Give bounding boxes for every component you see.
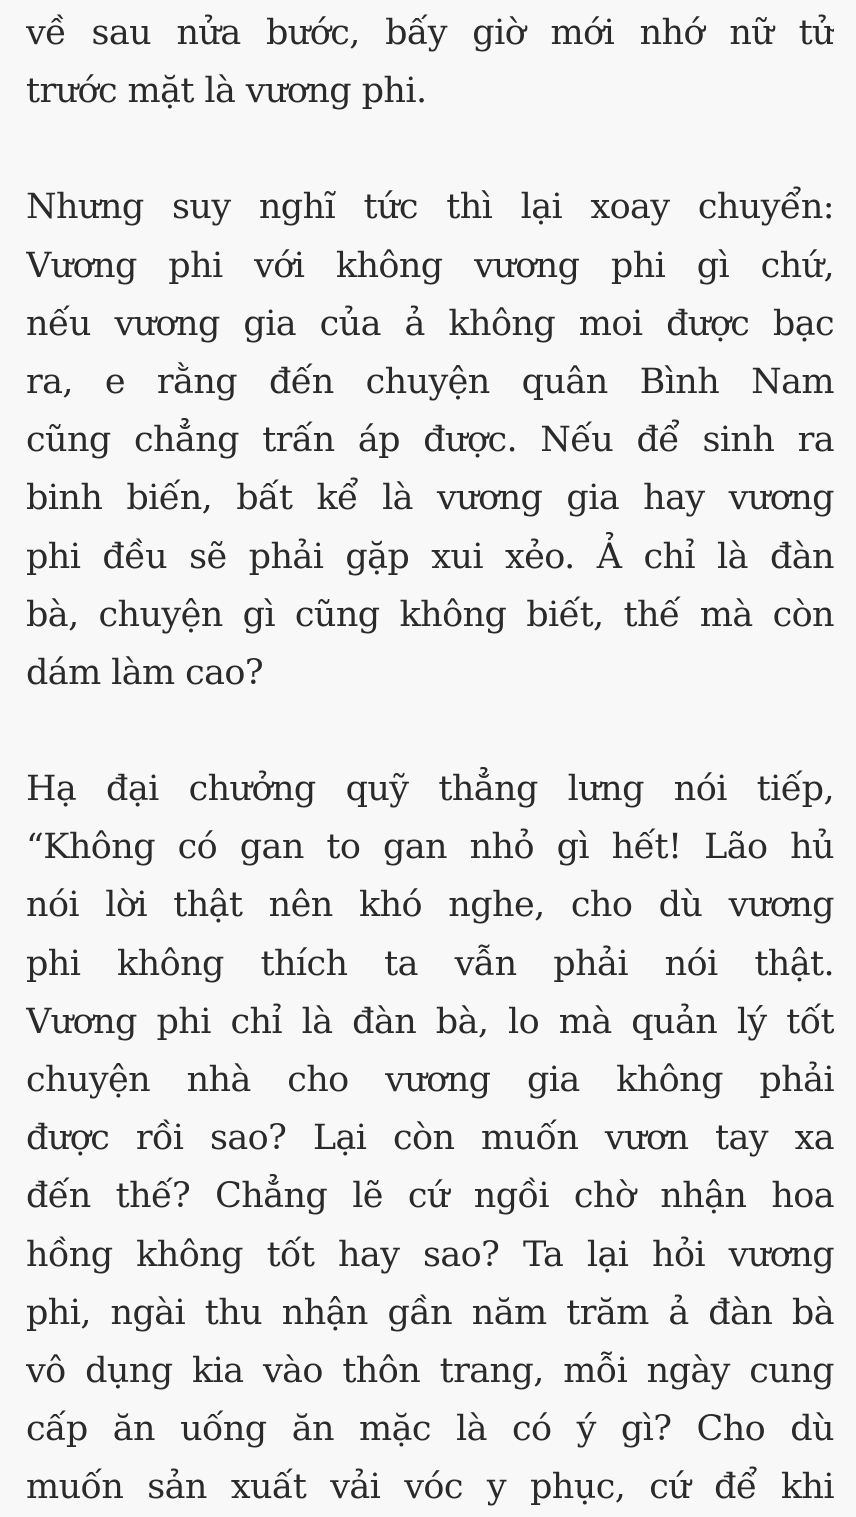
text-line: hồng không tốt hay sao? Ta lại hỏi vương bbox=[26, 1234, 834, 1275]
text-line: nếu vương gia của ả không moi được bạc bbox=[26, 303, 834, 344]
text-line: trước mặt là vương phi. bbox=[26, 71, 427, 112]
text-line: Vương phi chỉ là đàn bà, lo mà quản lý tốt bbox=[26, 1001, 834, 1042]
text-line: dám làm cao? bbox=[26, 652, 264, 693]
paragraph-1 bbox=[26, 4, 834, 120]
paragraph-2 bbox=[26, 178, 834, 702]
text-line: cũng chẳng trấn áp được. Nếu để sinh ra bbox=[26, 420, 834, 461]
text-line: phi đều sẽ phải gặp xui xẻo. Ả chỉ là đàn bbox=[26, 536, 834, 577]
text-line: nói lời thật nên khó nghe, cho dù vương bbox=[26, 885, 834, 926]
text-line: vô dụng kia vào thôn trang, mỗi ngày cung bbox=[26, 1350, 834, 1391]
text-line: được rồi sao? Lại còn muốn vươn tay xa bbox=[26, 1118, 834, 1159]
text-line: phi, ngài thu nhận gần năm trăm ả đàn bà bbox=[26, 1292, 834, 1333]
text-line: Vương phi với không vương phi gì chứ, bbox=[26, 245, 834, 286]
text-line: đến thế? Chẳng lẽ cứ ngồi chờ nhận hoa bbox=[26, 1176, 834, 1217]
text-line: Nhưng suy nghĩ tức thì lại xoay chuyển: bbox=[26, 187, 834, 228]
text-line: bà, chuyện gì cũng không biết, thế mà còn bbox=[26, 594, 834, 635]
text-line: phi không thích ta vẫn phải nói thật. bbox=[26, 943, 834, 984]
text-line: Hạ đại chưởng quỹ thẳng lưng nói tiếp, bbox=[26, 769, 834, 810]
text-line: “Không có gan to gan nhỏ gì hết! Lão hủ bbox=[26, 827, 834, 868]
text-line: cấp ăn uống ăn mặc là có ý gì? Cho dù bbox=[26, 1409, 834, 1450]
text-line: chuyện nhà cho vương gia không phải bbox=[26, 1060, 834, 1100]
text-line: muốn sản xuất vải vóc y phục, cứ để khi bbox=[26, 1467, 834, 1508]
text-line: về sau nửa bước, bấy giờ mới nhớ nữ tử bbox=[26, 13, 834, 53]
text-line: ra, e rằng đến chuyện quân Bình Nam bbox=[26, 361, 834, 402]
paragraph-3 bbox=[26, 760, 834, 1516]
text-line: binh biến, bất kể là vương gia hay vương bbox=[26, 478, 834, 519]
